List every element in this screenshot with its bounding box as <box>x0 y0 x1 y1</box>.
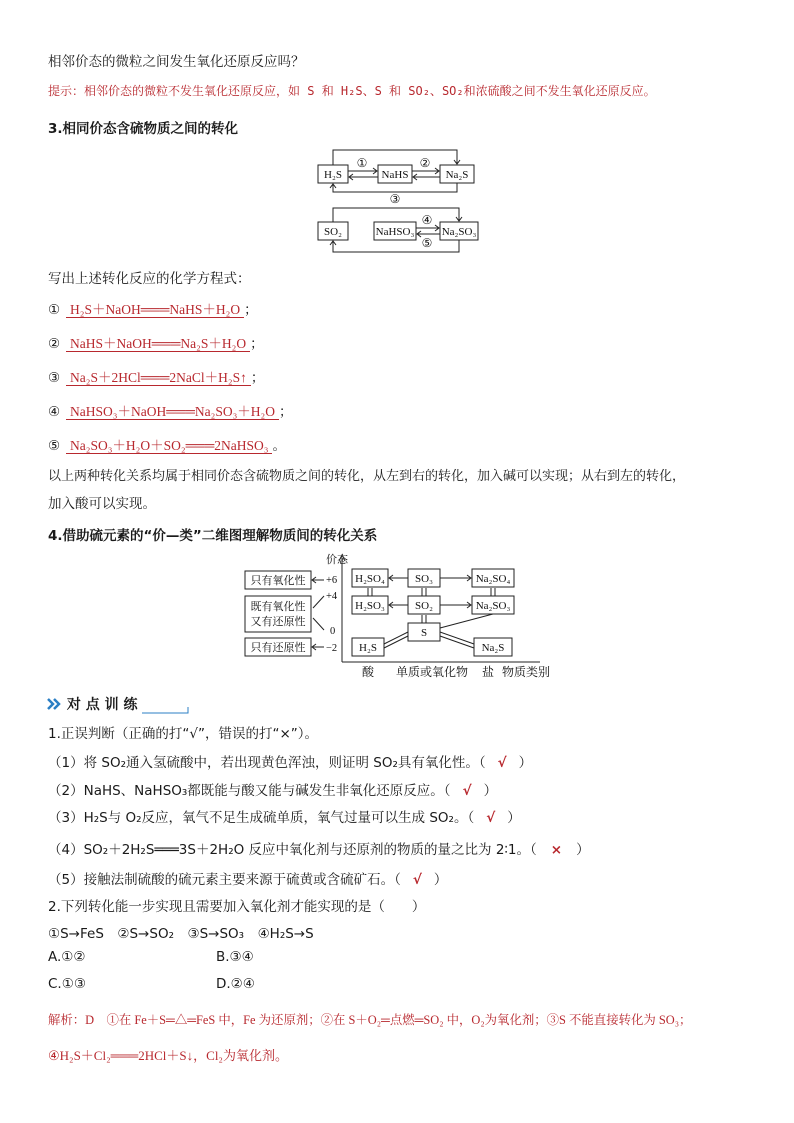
q1-title: 1.正误判断（正确的打“√”，错误的打“×”）。 <box>48 726 319 742</box>
equation-4 <box>48 400 293 420</box>
option-b[interactable]: B.③④ <box>216 949 254 965</box>
equation-1 <box>48 298 258 318</box>
equation-end: ； <box>244 302 258 318</box>
box-reducing-only-label: 只有还原性 <box>250 641 306 654</box>
y-axis-title: 价态 <box>326 553 348 566</box>
equation-answer: Na₂S＋2HCl═══2NaCl＋H₂S↑ <box>66 370 251 386</box>
node-na2s-label: Na₂S <box>445 169 469 181</box>
diagram-same-valence <box>310 140 490 258</box>
practice-title: 对 点 训 练 <box>66 697 138 713</box>
tick-zero: 0 <box>330 626 336 637</box>
equation-end: ； <box>279 404 293 420</box>
node-h2so4-label: H₂SO₄ <box>355 573 385 585</box>
node-na2s-b-label: Na₂S <box>481 642 505 654</box>
equation-end: ； <box>250 336 264 352</box>
label-3: ③ <box>389 192 401 206</box>
node-na2so3-b-label: Na₂SO₃ <box>475 600 511 612</box>
node-h2so3-label: H₂SO₃ <box>355 600 385 612</box>
double-chevron-icon <box>46 697 62 711</box>
judge-item-3 <box>48 806 521 826</box>
node-h2s-label: H₂S <box>324 169 342 181</box>
box-both-label-1: 既有氧化性 <box>250 600 306 613</box>
equation-answer: NaHS＋NaOH═══Na₂S＋H₂O <box>66 336 250 352</box>
label-5: ⑤ <box>421 236 433 250</box>
q2-list: ①S→FeS ②S→SO₂ ③S→SO₃ ④H₂S→S <box>48 926 314 942</box>
equation-number: ① <box>48 302 61 318</box>
hint-label: 提示： <box>48 84 85 98</box>
judge-text: （2）NaHS、NaHSO₃都既能与酸又能与碱发生非氧化还原反应。（ <box>48 783 451 799</box>
hint <box>48 82 656 99</box>
tick-plus6: +6 <box>326 575 338 586</box>
judge-end: ） <box>483 783 498 799</box>
hint-text: 相邻价态的微粒不发生氧化还原反应，如 S 和 H₂S、S 和 SO₂、SO₂和浓硫酸之间不发生氧化还原反应。 <box>84 84 656 98</box>
equation-5 <box>48 434 286 454</box>
write-prompt: 写出上述转化反应的化学方程式： <box>48 271 251 287</box>
equation-number: ④ <box>48 404 61 420</box>
judge-end: ） <box>518 755 533 771</box>
x-axis-title: 物质类别 <box>502 665 551 679</box>
summary-line-2: 加入酸可以实现。 <box>48 496 156 512</box>
judge-end: ） <box>576 842 590 858</box>
node-so3-label: SO₃ <box>415 573 433 585</box>
explanation-line-2: ④H₂S＋Cl₂═══2HCl＋S↓，Cl₂为氧化剂。 <box>48 1048 288 1063</box>
node-nahso3-label: NaHSO₃ <box>375 226 415 238</box>
tick-plus4: +4 <box>326 591 338 602</box>
node-nahs-label: NaHS <box>381 169 409 181</box>
judge-end: ） <box>433 872 448 888</box>
equation-end: ； <box>250 370 265 386</box>
equation-answer: Na₂SO₃＋H₂O＋SO₂═══2NaHSO₃ <box>66 438 272 454</box>
judge-item-2 <box>48 779 497 799</box>
judge-mark: √ <box>412 872 422 888</box>
section3-title: 3.相同价态含硫物质之间的转化 <box>48 121 239 137</box>
judge-mark: √ <box>497 755 507 771</box>
node-na2so4-label: Na₂SO₄ <box>475 573 511 585</box>
equation-end: 。 <box>272 438 286 454</box>
summary-line-1: 以上两种转化关系均属于相同价态含硫物质之间的转化，从左到右的转化，加入碱可以实现；从右到左的转化， <box>48 469 686 484</box>
label-2: ② <box>419 156 431 170</box>
q2-title: 2.下列转化能一步实现且需要加入氧化剂才能实现的是（ ） <box>48 899 426 915</box>
section4-title: 4.借助硫元素的“价—类”二维图理解物质间的转化关系 <box>48 528 378 544</box>
judge-mark: √ <box>486 810 496 826</box>
label-4: ④ <box>421 213 433 227</box>
option-d[interactable]: D.②④ <box>216 976 255 992</box>
equation-answer: NaHSO₃＋NaOH═══Na₂SO₃＋H₂O <box>66 404 279 420</box>
node-na2so3-label: Na₂SO₃ <box>441 226 477 238</box>
label-1: ① <box>356 156 368 170</box>
option-c[interactable]: C.①③ <box>48 976 86 992</box>
equation-answer: H₂S＋NaOH═══NaHS＋H₂O <box>66 302 244 318</box>
box-oxidizing-only-label: 只有氧化性 <box>250 574 306 587</box>
judge-item-4 <box>48 838 590 858</box>
equation-number: ② <box>48 336 61 352</box>
judge-text: （5）接触法制硫酸的硫元素主要来源于硫黄或含硫矿石。（ <box>48 872 401 888</box>
heading-underline <box>142 701 194 715</box>
judge-item-1 <box>48 751 532 771</box>
x-label-acid: 酸 <box>362 665 375 679</box>
equation-number: ⑤ <box>48 438 61 454</box>
valence-class-diagram <box>244 552 554 682</box>
intro-question: 相邻价态的微粒之间发生氧化还原反应吗？ <box>48 54 305 70</box>
box-both-label-2: 又有还原性 <box>250 615 306 628</box>
judge-mark: √ <box>462 783 472 799</box>
judge-text: （4）SO₂＋2H₂S═══3S＋2H₂O 反应中氧化剂与还原剂的物质的量之比为 2∶1。（ <box>48 842 537 858</box>
equation-number: ③ <box>48 370 61 386</box>
equation-2 <box>48 332 264 352</box>
node-so2-label: SO₂ <box>324 226 342 238</box>
practice-heading <box>46 694 194 715</box>
x-label-element-oxide: 单质或氧化物 <box>396 665 469 679</box>
node-so2-b-label: SO₂ <box>415 600 433 612</box>
node-h2s-b-label: H₂S <box>359 642 377 654</box>
judge-text: （3）H₂S与 O₂反应，氧气不足生成硫单质，氧气过量可以生成 SO₂。（ <box>48 810 475 826</box>
option-a[interactable]: A.①② <box>48 949 86 965</box>
judge-mark: × <box>550 842 563 858</box>
equation-3 <box>48 366 264 386</box>
explanation-line-1: 解析：D ①在 Fe＋S═△═FeS 中，Fe 为还原剂；②在 S＋O₂═点燃═SO₂ 中，O₂为氧化剂；③S 不能直接转化为 SO₃； <box>48 1013 692 1027</box>
judge-item-5 <box>48 868 447 888</box>
judge-end: ） <box>507 810 521 826</box>
x-label-salt: 盐 <box>482 665 495 679</box>
node-s-label: S <box>420 627 428 639</box>
tick-minus2: −2 <box>326 643 338 654</box>
judge-text: （1）将 SO₂通入氢硫酸中，若出现黄色浑浊，则证明 SO₂具有氧化性。（ <box>48 755 486 771</box>
